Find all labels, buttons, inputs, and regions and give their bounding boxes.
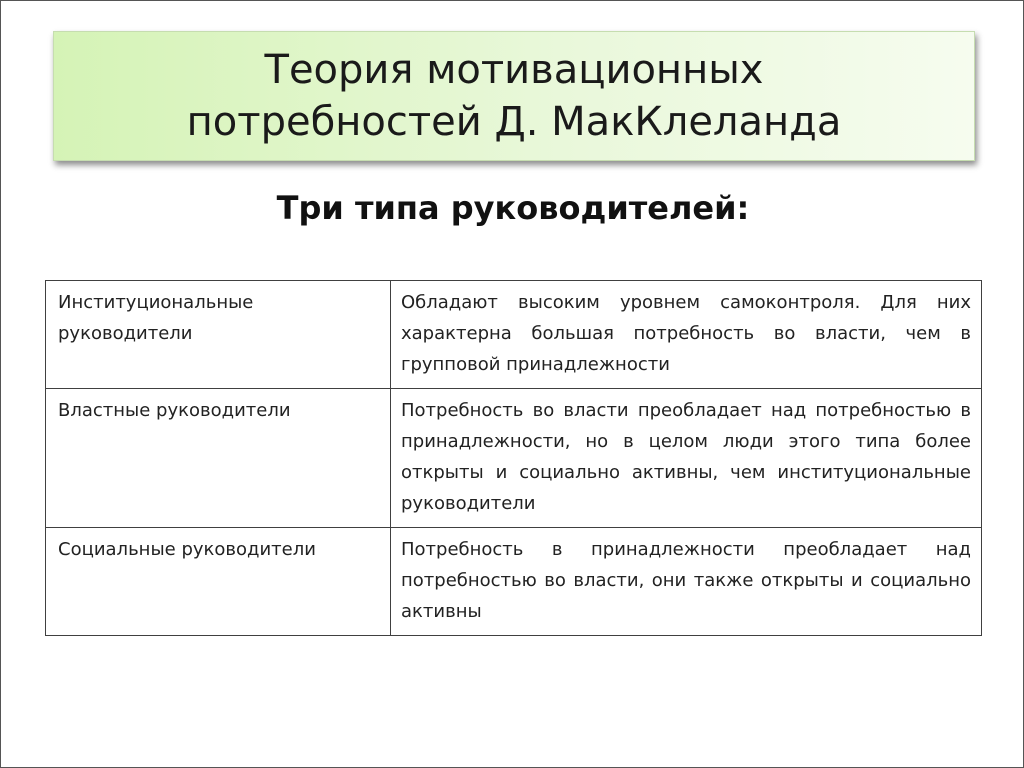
leader-description-cell: Потребность во власти преобладает над потребностью в принадлежности, но в целом люди этого типа более открыты и социально активны, чем институциональные руководители	[391, 389, 982, 528]
leader-description-cell: Потребность в принадлежности преобладает над потребностью во власти, они также открыты и социально активны	[391, 528, 982, 636]
title-line-2: потребностей Д. МакКлеланда	[186, 99, 842, 145]
leader-description-cell: Обладают высоким уровнем самоконтроля. Для них характерна большая потребность во власти, чем в групповой принадлежности	[391, 281, 982, 389]
leader-types-table	[45, 280, 982, 636]
leader-type-cell: Социальные руководители	[46, 528, 391, 636]
table-row	[46, 528, 982, 636]
leader-type-cell: Властные руководители	[46, 389, 391, 528]
title-line-1: Теория мотивационных	[264, 47, 764, 93]
title-box	[53, 31, 975, 161]
table-row	[46, 281, 982, 389]
subtitle: Три типа руководителей:	[276, 189, 750, 227]
table-row	[46, 389, 982, 528]
leader-type-cell: Институциональные руководители	[46, 281, 391, 389]
